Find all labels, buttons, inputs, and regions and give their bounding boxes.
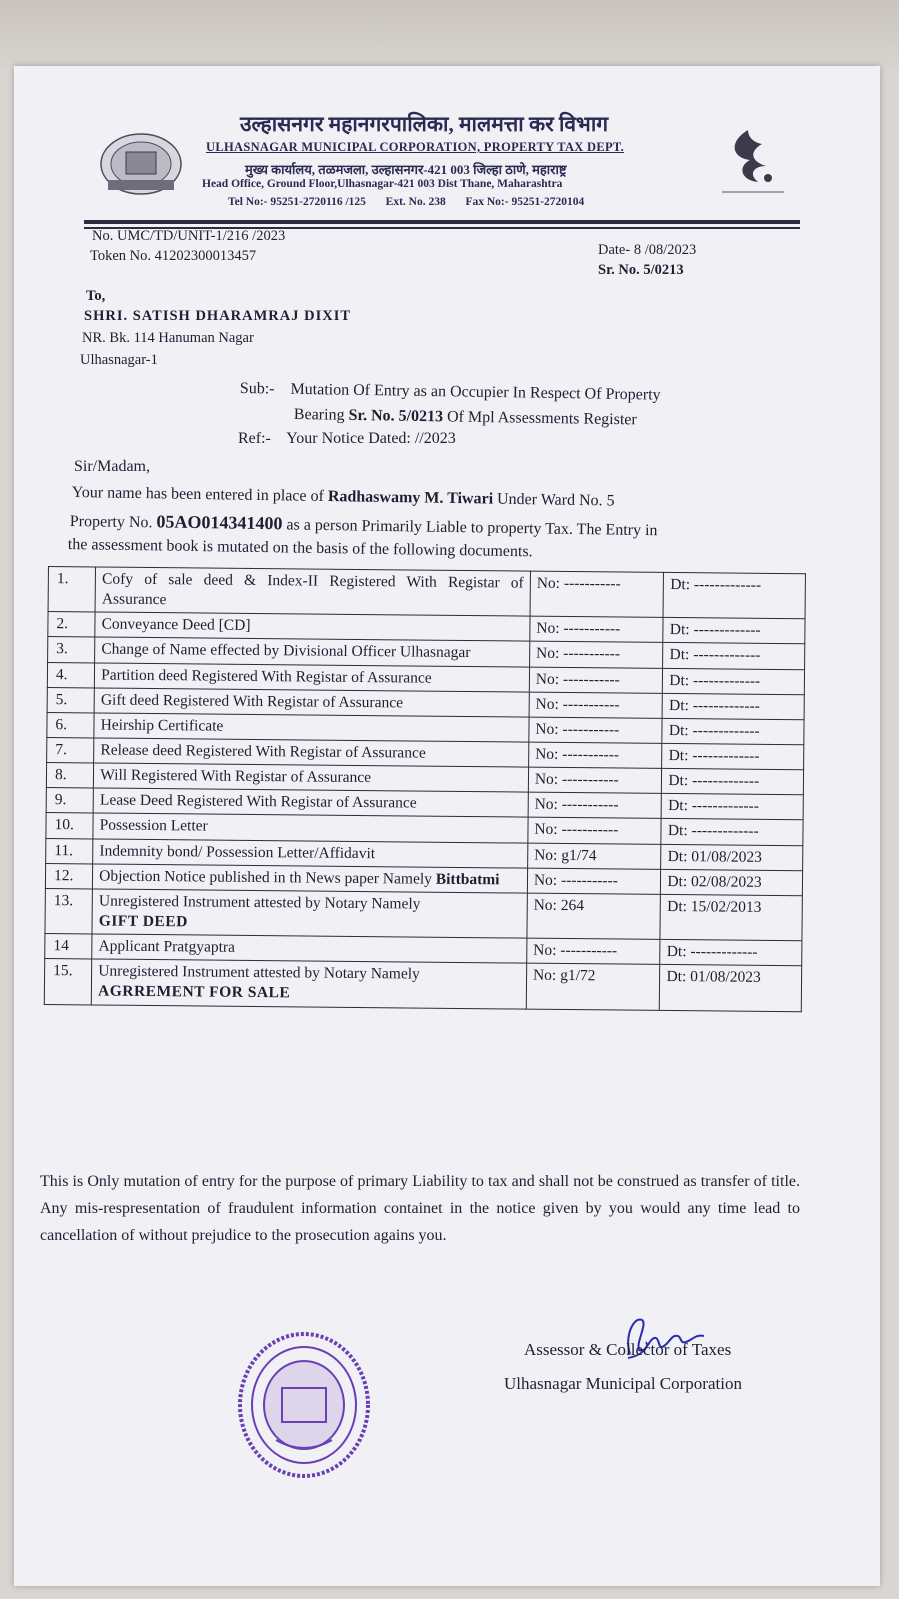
subject-bearing: Bearing [293, 406, 345, 424]
document-date: Dt: 15/02/2013 [660, 894, 802, 941]
document-number: No: ----------- [530, 571, 664, 618]
document-number: No: ----------- [529, 717, 663, 743]
document-description-text: Unregistered Instrument attested by Notary Namely [98, 892, 421, 913]
document-date: Dt: ------------- [662, 718, 804, 744]
document-date: Dt: ------------- [663, 643, 805, 669]
document-number: No: ----------- [527, 868, 661, 894]
table-row [45, 888, 802, 941]
document-number: No: ----------- [528, 792, 662, 818]
disclaimer-paragraph: This is Only mutation of entry for the purpose of primary Liability to tax and shall not be construed as transfer of title. Any mis-respresentation of fraudulent information containet in the notice given by you would any time lead to cancellation of without prejudice to the prosecution agains you. [40, 1173, 800, 1244]
document-description-text: Heirship Certificate [100, 716, 224, 735]
ext-number: Ext. No. 238 [385, 196, 446, 208]
subject-text: Mutation Of Entry as an Occupier In Respect Of Property [290, 380, 661, 404]
property-label: Property No. [69, 512, 153, 532]
document-description-text: Lease Deed Registered With Registar of Assurance [99, 791, 417, 812]
document-description-text: Conveyance Deed [CD] [101, 615, 251, 635]
row-number: 2. [48, 612, 95, 638]
document-description-text: Unregistered Instrument attested by Notary Namely [98, 962, 420, 983]
document-number: No: ----------- [529, 642, 663, 668]
document-number: No: ----------- [527, 938, 661, 964]
official-seal-icon [236, 1330, 372, 1480]
corporation-emblem-icon [98, 130, 184, 198]
body-text-a: Your name has been entered in place of [71, 484, 325, 505]
row-number: 3. [48, 637, 95, 663]
addressee-address-line2: Ulhasnagar-1 [80, 352, 158, 368]
document-date: Dt: 01/08/2023 [661, 844, 803, 870]
document-description-text: Change of Name effected by Divisional Officer Ulhasnagar [101, 640, 471, 662]
subject-serial: Sr. No. 5/0213 [348, 406, 444, 426]
table-row [48, 567, 805, 620]
salutation: Sir/Madam, [74, 458, 150, 475]
org-title-english: ULHASNAGAR MUNICIPAL CORPORATION, PROPERTY TAX DEPT. [206, 140, 625, 154]
background-surface [0, 0, 899, 66]
contact-line [228, 196, 584, 208]
document-description-text: Applicant Pratgyaptra [98, 937, 236, 956]
document-number: No: ----------- [528, 742, 662, 768]
token-number: Token No. 41202300013457 [90, 248, 257, 264]
documents-table-body [44, 567, 805, 1012]
document-name-bold: GIFT DEED [98, 912, 188, 931]
table-row [44, 959, 801, 1012]
serial-number: Sr. No. 5/0213 [598, 262, 684, 278]
document-number: No: ----------- [529, 692, 663, 718]
document-description-text: Gift deed Registered With Registar of Assurance [100, 691, 404, 712]
document-date: Dt: ------------- [663, 668, 805, 694]
office-address: Head Office, Ground Floor,Ulhasnagar-421 003 Dist Thane, Maharashtra [202, 178, 563, 190]
document-description-text: Release deed Registered With Registar of Assurance [100, 741, 426, 762]
document-number: No: ----------- [529, 667, 663, 693]
row-number: 6. [47, 712, 94, 738]
addressee-address-line1: NR. Bk. 114 Hanuman Nagar [82, 330, 254, 346]
document-name-bold: AGRREMENT FOR SALE [98, 982, 291, 1002]
org-title-marathi: उल्हासनगर महानगरपालिका, मालमत्ता कर विभाग [240, 112, 609, 136]
document-number: No: g1/74 [528, 843, 662, 869]
reference-line [238, 430, 456, 448]
ward-text: Under Ward No. 5 [496, 490, 615, 510]
ref-text: Your Notice Dated: //2023 [286, 430, 456, 447]
previous-owner-name: Radhaswamy M. Tiwari [327, 488, 494, 508]
row-number: 13. [45, 888, 93, 934]
document-date: Dt: 02/08/2023 [661, 869, 803, 895]
document-date: Dt: ------------- [660, 940, 802, 966]
ref-label: Ref:- [238, 430, 271, 447]
document-name-bold: Bittbatmi [435, 870, 500, 889]
document-description-text: Possession Letter [99, 816, 208, 835]
document-description-text: Partition deed Registered With Registar of Assurance [101, 666, 432, 687]
document-description [92, 889, 527, 938]
subject-label: Sub:- [239, 380, 275, 398]
to-label: To, [86, 288, 106, 304]
document-date: Dt: ------------- [661, 819, 803, 845]
document-date: Dt: ------------- [662, 769, 804, 795]
document-date: Dt: ------------- [663, 572, 805, 619]
property-number: 05AO014341400 [156, 511, 283, 534]
document-description [95, 567, 530, 616]
document-description-text: Cofy of sale deed & Index-II Registered With Registar of Assurance [101, 570, 524, 609]
document-description [91, 959, 526, 1008]
document-description-text: Indemnity bond/ Possession Letter/Affidavit [99, 842, 376, 862]
documents-table [44, 566, 806, 1012]
document-date: Dt: ------------- [662, 794, 804, 820]
row-number: 5. [47, 687, 94, 713]
addressee-name: SHRI. SATISH DHARAMRAJ DIXIT [84, 308, 352, 324]
document-number: No: ----------- [528, 767, 662, 793]
office-address-marathi: मुख्य कार्यालय, तळमजला, उल्हासनगर-421 003 जिल्हा ठाणे, महाराष्ट्र [245, 162, 567, 177]
liability-text: as a person Primarily Liable to property Tax. The Entry in [286, 516, 658, 540]
document-date: Dt: ------------- [663, 618, 805, 644]
document-number: No: ----------- [528, 818, 662, 844]
reference-number: No. UMC/TD/UNIT-1/216 /2023 [92, 228, 286, 244]
row-number: 7. [47, 737, 94, 763]
document-number: No: g1/72 [526, 963, 660, 1010]
row-number: 15. [44, 959, 92, 1005]
header-divider-thick [84, 220, 800, 224]
fax-number: Fax No:- 95251-2720104 [465, 196, 585, 208]
signatory-organization: Ulhasnagar Municipal Corporation [504, 1374, 742, 1393]
document-date: Dt: 01/08/2023 [660, 965, 802, 1012]
row-number: 9. [46, 788, 93, 814]
row-number: 14 [45, 934, 92, 960]
document-description-text: Will Registered With Registar of Assurance [100, 766, 372, 787]
body-line3: the assessment book is mutated on the basis of the following documents. [67, 536, 533, 561]
row-number: 12. [45, 863, 92, 889]
row-number: 4. [47, 662, 94, 688]
document-description-text: Objection Notice published in th News paper Namely [99, 867, 433, 888]
document-date: Dt: ------------- [662, 693, 804, 719]
signatory-title: Assessor & Collector of Taxes [524, 1340, 732, 1359]
document-date: Dt: ------------- [662, 743, 804, 769]
document-number: No: ----------- [530, 616, 664, 642]
swachh-logo-icon [718, 122, 788, 202]
document-number: No: 264 [527, 893, 661, 940]
row-number: 10. [46, 813, 93, 839]
row-number: 1. [48, 567, 96, 613]
row-number: 11. [46, 838, 93, 864]
subject-register: Of Mpl Assessments Register [446, 408, 637, 429]
tel-number: Tel No:- 95251-2720116 /125 [228, 196, 366, 208]
letter-date: Date- 8 /08/2023 [598, 242, 697, 258]
row-number: 8. [46, 763, 93, 789]
